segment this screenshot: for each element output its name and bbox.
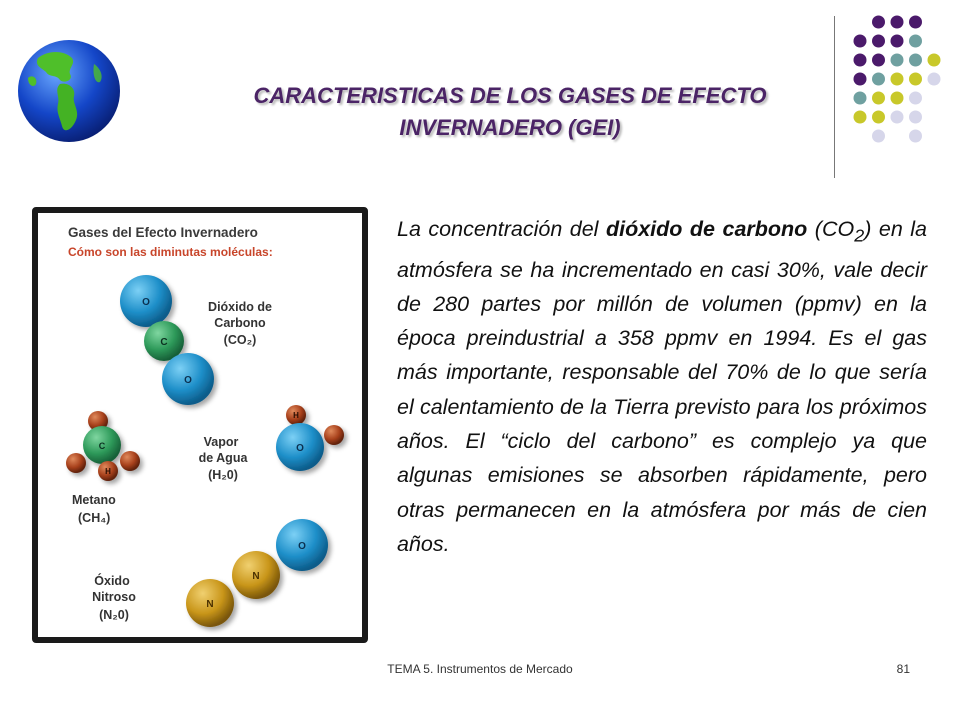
h2o-o-label: O bbox=[296, 443, 304, 454]
page-number: 81 bbox=[896, 662, 910, 676]
decorative-dot bbox=[891, 111, 904, 124]
decorative-dot bbox=[891, 92, 904, 105]
decorative-dot bbox=[872, 16, 885, 29]
decorative-dot bbox=[854, 54, 867, 67]
co2-o-label-1: O bbox=[142, 297, 150, 308]
h2o-formula: (H₂0) bbox=[208, 468, 238, 482]
co2-o-label-2: O bbox=[184, 375, 192, 386]
decorative-dot bbox=[854, 73, 867, 86]
n2o-label-line2: Nitroso bbox=[92, 590, 136, 604]
decorative-dot bbox=[854, 92, 867, 105]
body-paragraph bbox=[397, 212, 927, 561]
co2-formula: (CO₂) bbox=[223, 333, 257, 347]
decorative-dot bbox=[872, 92, 885, 105]
decorative-dot-grid bbox=[846, 12, 956, 154]
slide-title-line1: CARACTERISTICAS DE LOS GASES DE EFECTO bbox=[253, 83, 767, 108]
figure-heading: Gases del Efecto Invernadero bbox=[68, 225, 258, 240]
header-divider bbox=[834, 16, 835, 178]
greenhouse-gases-illustration bbox=[32, 207, 368, 643]
co2-label-line1: Dióxido de bbox=[208, 300, 272, 314]
decorative-dot bbox=[854, 111, 867, 124]
decorative-dot bbox=[891, 16, 904, 29]
decorative-dot bbox=[909, 73, 922, 86]
molecules-drawing bbox=[38, 213, 362, 637]
decorative-dot bbox=[872, 111, 885, 124]
h2o-label-line1: Vapor bbox=[203, 435, 239, 449]
ch4-hydrogen-atom-2 bbox=[66, 453, 86, 473]
body-text-1: La concentración del bbox=[397, 217, 606, 241]
decorative-dot bbox=[872, 130, 885, 143]
h2o-h-label: H bbox=[293, 411, 299, 420]
ch4-c-label: C bbox=[98, 441, 106, 451]
decorative-dot bbox=[872, 54, 885, 67]
ch4-hydrogen-atom-3 bbox=[120, 451, 140, 471]
n2o-formula: (N₂0) bbox=[99, 608, 129, 622]
decorative-dot bbox=[909, 35, 922, 48]
body-text-subscript: 2 bbox=[854, 225, 865, 246]
ch4-formula: (CH₄) bbox=[78, 511, 111, 525]
co2-c-label: C bbox=[160, 337, 168, 348]
ch4-h-label: H bbox=[105, 467, 111, 476]
decorative-dot bbox=[872, 73, 885, 86]
slide-title-line2: INVERNADERO (GEI) bbox=[399, 115, 621, 140]
ch4-label: Metano bbox=[72, 493, 116, 507]
decorative-dot bbox=[928, 73, 941, 86]
body-text-3: ) en la atmósfera se ha incrementado en casi 30%, vale decir de 280 partes por millón de volumen (ppmv) en la época preindustrial a 358 ppmv en 1994. Es el gas más importante, responsable del 70% de lo que sería el calentamiento de la Tierra previsto para los próximos años. El “ciclo del carbono” es complejo ya que algunas emisiones se absorben rápidamente, pero otras permanecen en la atmósfera por más de cien años. bbox=[397, 217, 928, 556]
co2-label-line2: Carbono bbox=[214, 316, 266, 330]
slide-title bbox=[150, 80, 870, 144]
h2o-molecule bbox=[276, 405, 344, 471]
decorative-dot bbox=[909, 111, 922, 124]
decorative-dot bbox=[854, 35, 867, 48]
decorative-dot bbox=[891, 54, 904, 67]
decorative-dot bbox=[909, 92, 922, 105]
decorative-dot bbox=[909, 130, 922, 143]
decorative-dot bbox=[872, 35, 885, 48]
n2o-n-label-1: N bbox=[252, 571, 260, 582]
h2o-hydrogen-atom-2 bbox=[324, 425, 344, 445]
decorative-dot bbox=[909, 16, 922, 29]
figure-subheading: Cómo son las diminutas moléculas: bbox=[68, 245, 273, 259]
decorative-dot bbox=[928, 54, 941, 67]
body-text-bold: dióxido de carbono bbox=[605, 217, 808, 241]
n2o-label-line1: Óxido bbox=[94, 574, 130, 588]
h2o-label-line2: de Agua bbox=[198, 451, 248, 465]
n2o-o-label: O bbox=[298, 541, 306, 552]
decorative-dot bbox=[891, 73, 904, 86]
decorative-dot bbox=[909, 54, 922, 67]
n2o-n-label-2: N bbox=[206, 599, 214, 610]
footer-title: TEMA 5. Instrumentos de Mercado bbox=[387, 662, 573, 676]
body-text-2: (CO bbox=[807, 217, 855, 241]
decorative-dot bbox=[891, 35, 904, 48]
globe-icon bbox=[16, 38, 122, 144]
